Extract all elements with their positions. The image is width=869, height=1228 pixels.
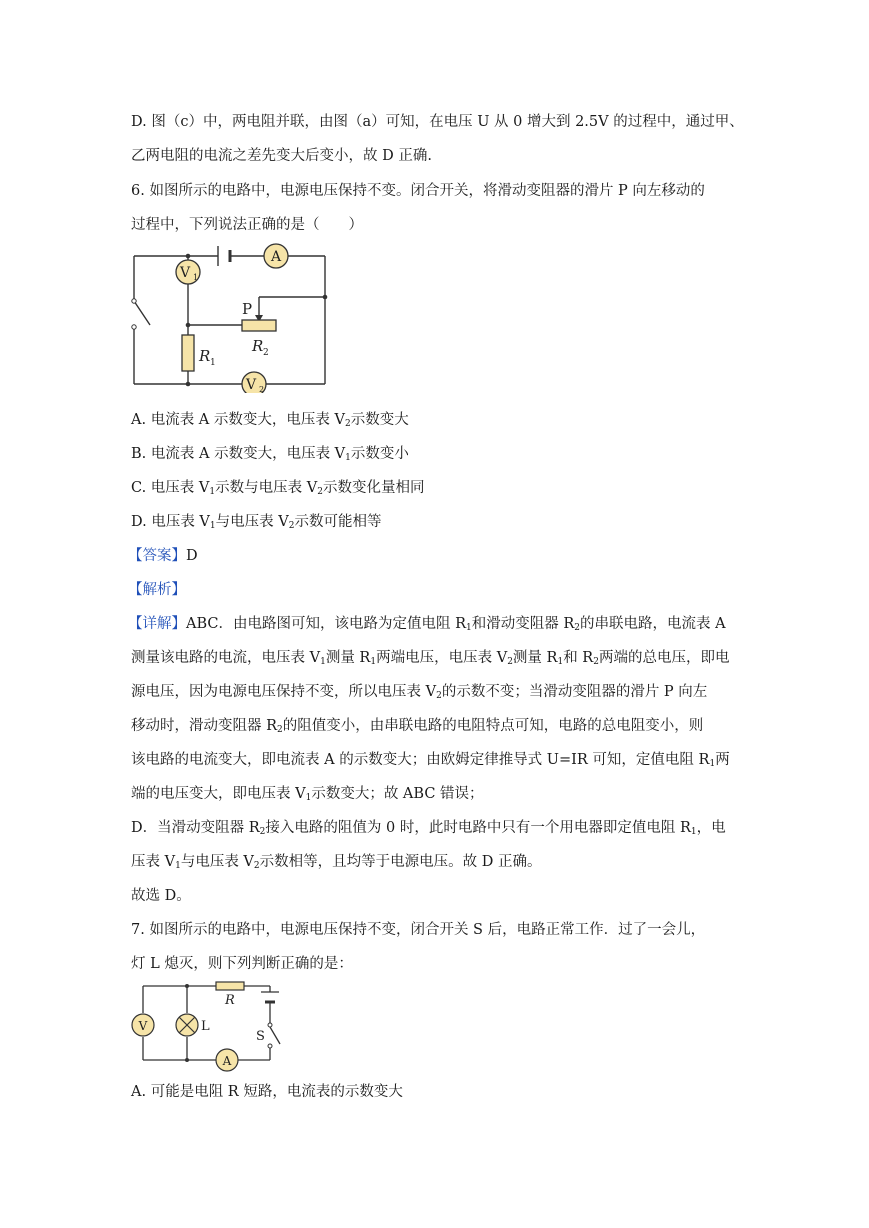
q6-option-a: A. 电流表 A 示数变大，电压表 $V_2$示数变大 (131, 412, 409, 429)
q6-analysis-heading: 【解析】 (128, 582, 186, 598)
fig1-r1-label: R (199, 347, 211, 365)
q6-explain-line7: D．当滑动变阻器 $R_2$接入电路的阻值为 0 时，此时电路中只有一个用电器即定值电阻 $R_1$，电 (131, 820, 726, 837)
fig1-v2-label: V (245, 377, 257, 393)
fig1-slider-label: P (242, 300, 253, 318)
q6-circuit-figure (128, 243, 338, 393)
fig1-ammeter-label: A (270, 249, 282, 265)
fig1-v1-label: V (179, 265, 191, 281)
fig1-r2-sub: 2 (263, 348, 269, 358)
fig1-v2-sub: 2 (259, 385, 265, 393)
q7-circuit-figure (130, 980, 285, 1072)
q6-conclusion: 故选 D。 (131, 888, 191, 904)
q6-explain-line5: 该电路的电流变大，即电流表 A 的示数变大；由欧姆定律推导式 U=IR 可知，定值电阻 $R_1$两 (131, 752, 730, 769)
fig2-ammeter-label: A (222, 1054, 232, 1068)
fig1-r2-label: R (252, 337, 264, 355)
q7-option-a: A. 可能是电阻 R 短路，电流表的示数变大 (131, 1084, 403, 1100)
fig1-v1-sub: 1 (193, 273, 199, 282)
fig1-r1-sub: 1 (210, 358, 216, 368)
fig2-r-label: R (225, 993, 235, 1008)
fig2-lamp-label: L (201, 1019, 210, 1034)
q6-explain-line1: 【详解】ABC．由电路图可知，该电路为定值电阻 $R_1$和滑动变阻器 $R_2$的串联电路，电流表 A (128, 616, 726, 633)
q7-stem-line2: 灯 L 熄灭，则下列判断正确的是： (131, 956, 353, 972)
q6-explain-line2: 测量该电路的电流，电压表 $V_1$测量 $R_1$两端电压，电压表 $V_2$测量 $R_1$和 $R_2$两端的总电压，即电 (131, 650, 730, 667)
q6-option-c: C. 电压表 $V_1$示数与电压表 $V_2$示数变化量相同 (131, 480, 425, 497)
q6-explain-line6: 端的电压变大，即电压表 $V_1$示数变大；故 ABC 错误； (131, 786, 484, 803)
line-prev-d-cont: 乙两电阻的电流之差先变大后变小，故 D 正确. (131, 148, 432, 164)
q6-stem-line2: 过程中，下列说法正确的是（ ） (131, 217, 363, 233)
q6-stem-line1: 6. 如图所示的电路中，电源电压保持不变。闭合开关，将滑动变阻器的滑片 P 向左移动的 (131, 183, 705, 199)
q6-answer: 【答案】D (128, 548, 198, 564)
q7-stem-line1: 7. 如图所示的电路中，电源电压保持不变，闭合开关 S 后，电路正常工作．过了一会儿， (131, 922, 706, 938)
fig2-switch-label: S (256, 1029, 265, 1044)
q6-explain-line3: 源电压，因为电源电压保持不变，所以电压表 $V_2$的示数不变；当滑动变阻器的滑片 P 向左 (131, 684, 708, 701)
q6-option-b: B. 电流表 A 示数变大，电压表 $V_1$示数变小 (131, 446, 409, 463)
q6-explain-line8: 压表 $V_1$与电压表 $V_2$示数相等，且均等于电源电压。故 D 正确。 (131, 854, 542, 871)
fig2-voltmeter-label: V (138, 1019, 148, 1033)
q6-option-d: D. 电压表 $V_1$与电压表 $V_2$示数可能相等 (131, 514, 382, 531)
q6-explain-line4: 移动时，滑动变阻器 $R_2$的阻值变小，由串联电路的电阻特点可知，电路的总电阻变小，则 (131, 718, 704, 735)
line-prev-d: D. 图（c）中，两电阻并联，由图（a）可知，在电压 U 从 0 增大到 2.5V 的过程中，通过甲、 (131, 114, 744, 130)
